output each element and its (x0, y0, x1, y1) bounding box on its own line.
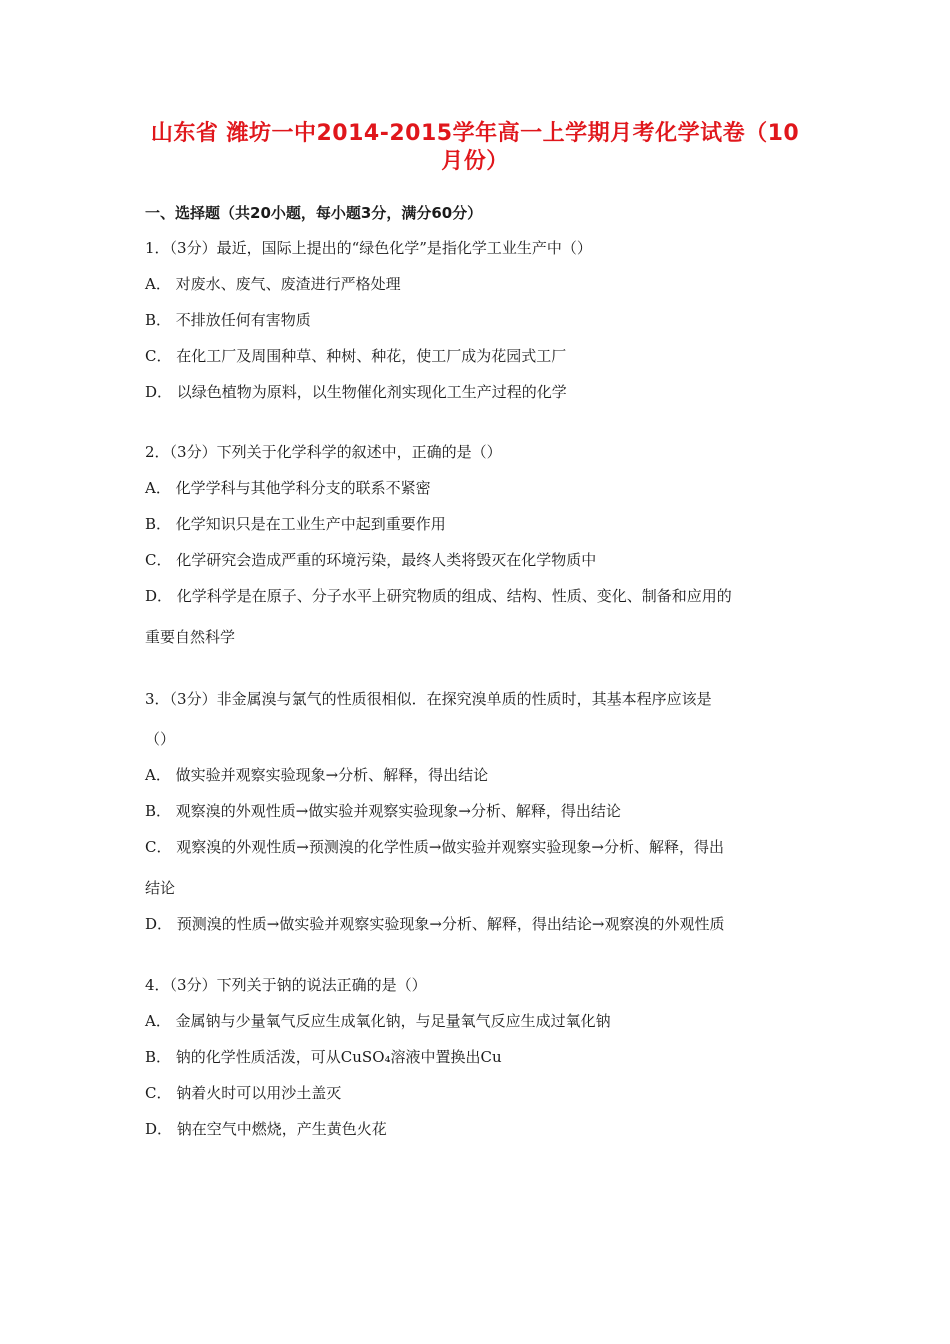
question-4-option-d: D． 钠在空气中燃烧，产生黄色火花 (145, 1120, 387, 1138)
question-1-stem: 1．（3分）最近，国际上提出的“绿色化学”是指化学工业生产中（） (145, 239, 592, 257)
question-3-stem-cont: （） (145, 730, 176, 748)
question-2-option-b: B． 化学知识只是在工业生产中起到重要作用 (145, 515, 446, 533)
section-heading: 一、选择题（共20小题，每小题3分，满分60分） (145, 204, 483, 222)
question-3-option-b: B． 观察溴的外观性质→做实验并观察实验现象→分析、解释，得出结论 (145, 802, 621, 820)
question-2-stem: 2．（3分）下列关于化学科学的叙述中，正确的是（） (145, 443, 502, 461)
question-3-option-c: C． 观察溴的外观性质→预测溴的化学性质→做实验并观察实验现象→分析、解释，得出 (145, 838, 724, 856)
question-4-option-b: B． 钠的化学性质活泼，可从CuSO₄溶液中置换出Cu (145, 1048, 502, 1066)
question-4-option-c: C． 钠着火时可以用沙土盖灭 (145, 1084, 342, 1102)
question-2-option-c: C． 化学研究会造成严重的环境污染，最终人类将毁灭在化学物质中 (145, 551, 597, 569)
document-title: 山东省 潍坊一中2014-2015学年高一上学期月考化学试卷（10月份） (150, 121, 800, 174)
question-1-option-d: D． 以绿色植物为原料，以生物催化剂实现化工生产过程的化学 (145, 383, 567, 401)
question-3-option-d: D． 预测溴的性质→做实验并观察实验现象→分析、解释，得出结论→观察溴的外观性质 (145, 915, 725, 933)
question-1-option-a: A． 对废水、废气、废渣进行严格处理 (145, 275, 401, 293)
question-1-option-c: C． 在化工厂及周围种草、种树、种花，使工厂成为花园式工厂 (145, 347, 567, 365)
question-4-option-a: A． 金属钠与少量氧气反应生成氧化钠，与足量氧气反应生成过氧化钠 (145, 1012, 611, 1030)
question-3-option-c-cont: 结论 (145, 879, 176, 897)
question-3-option-a: A． 做实验并观察实验现象→分析、解释，得出结论 (145, 766, 489, 784)
question-2-option-a: A． 化学学科与其他学科分支的联系不紧密 (145, 479, 431, 497)
question-2-option-d-cont: 重要自然科学 (145, 628, 236, 646)
question-3-stem: 3．（3分）非金属溴与氯气的性质很相似．在探究溴单质的性质时，其基本程序应该是 (145, 690, 712, 708)
question-2-option-d: D． 化学科学是在原子、分子水平上研究物质的组成、结构、性质、变化、制备和应用的 (145, 587, 732, 605)
question-4-stem: 4．（3分）下列关于钠的说法正确的是（） (145, 976, 427, 994)
question-1-option-b: B． 不排放任何有害物质 (145, 311, 311, 329)
